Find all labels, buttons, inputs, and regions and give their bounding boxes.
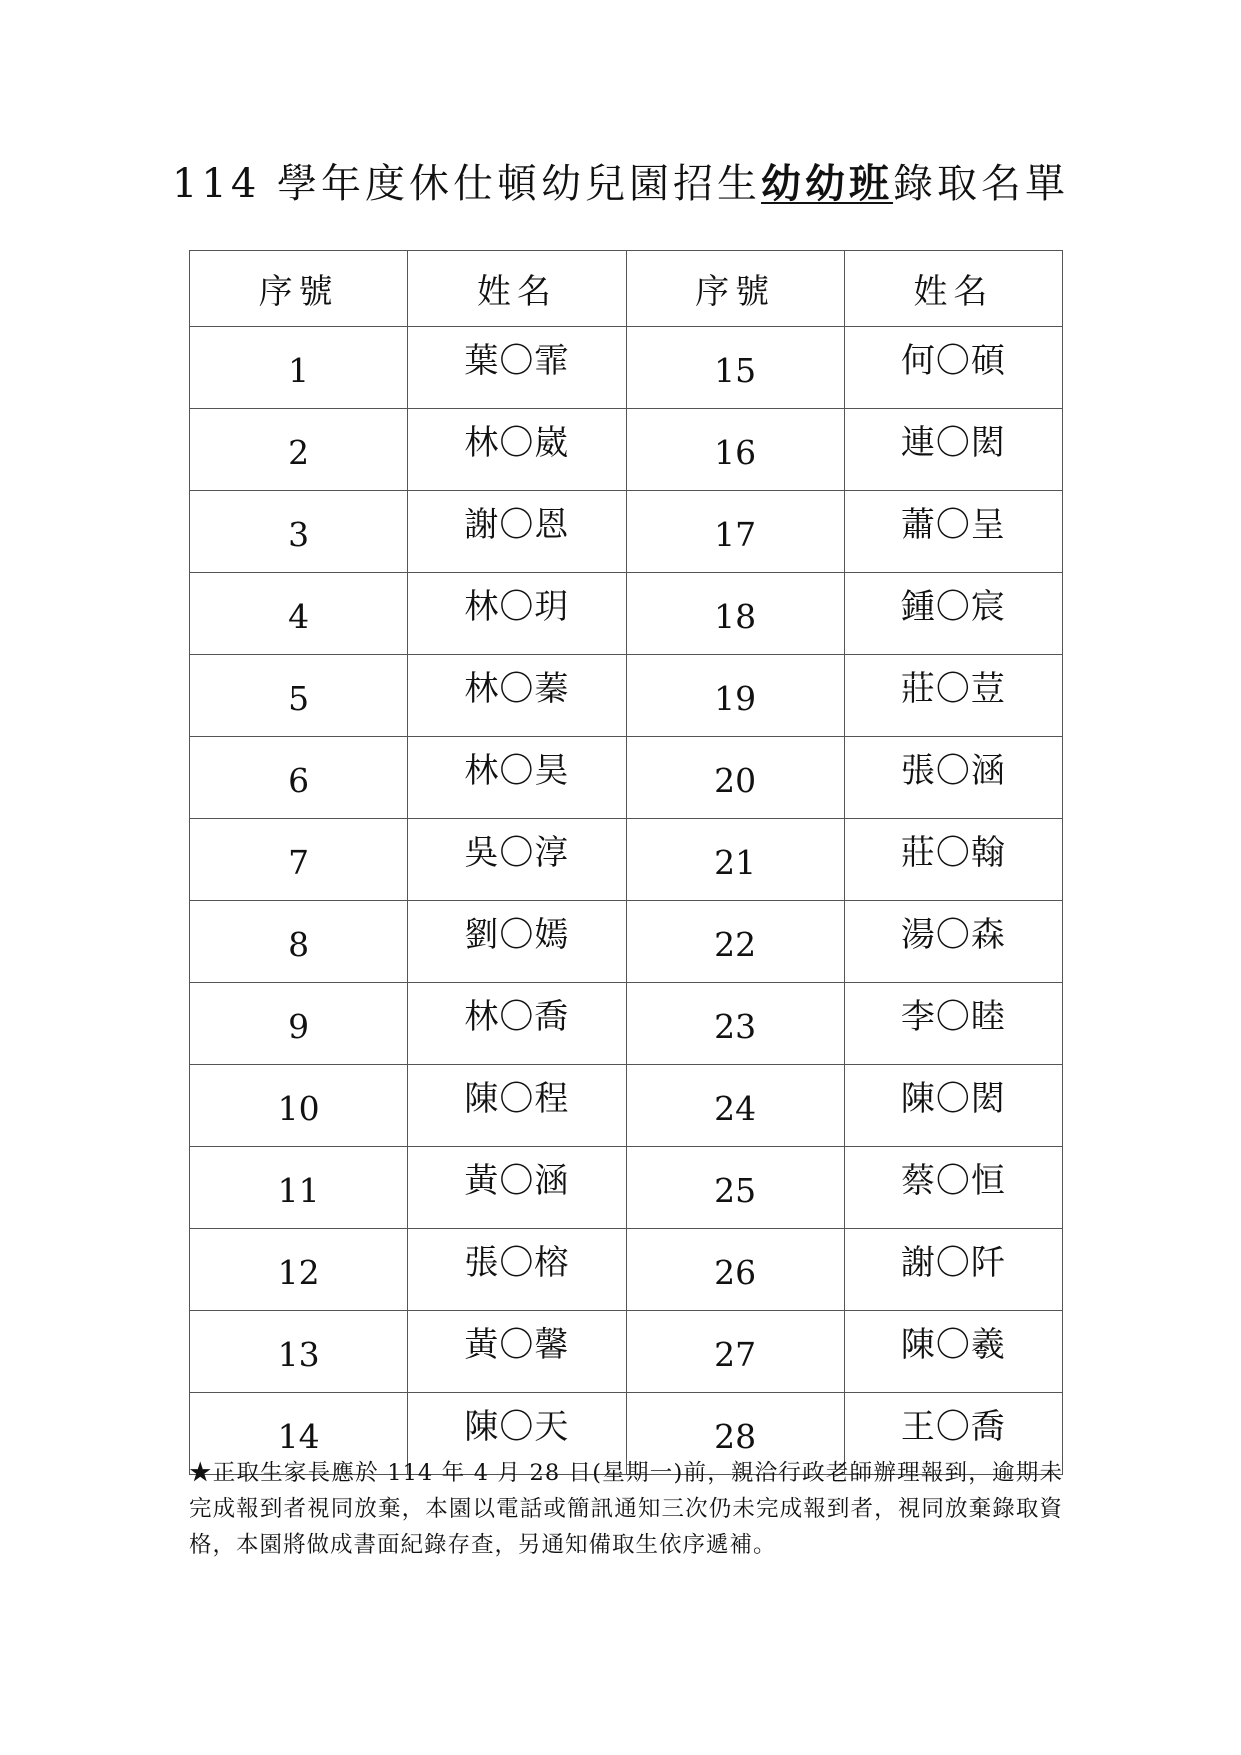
left-name-cell: 葉〇霏 [408,327,626,409]
header-left-number: 序號 [190,251,408,327]
left-number-cell: 4 [190,573,408,655]
right-number-cell: 26 [626,1229,844,1311]
left-number-cell: 2 [190,409,408,491]
header-right-number: 序號 [626,251,844,327]
admission-list-table [189,250,1063,1475]
right-number-cell: 22 [626,901,844,983]
right-number-cell: 17 [626,491,844,573]
left-number-cell: 11 [190,1147,408,1229]
right-number-cell: 19 [626,655,844,737]
left-name-cell: 林〇昊 [408,737,626,819]
left-number-cell: 10 [190,1065,408,1147]
table-row [190,409,1063,491]
table-row [190,1229,1063,1311]
right-name-cell: 蕭〇呈 [844,491,1062,573]
table-row [190,1147,1063,1229]
right-name-cell: 鍾〇宸 [844,573,1062,655]
title-prefix: 114 學年度休仕頓幼兒園招生 [171,161,762,207]
right-number-cell: 24 [626,1065,844,1147]
left-name-cell: 陳〇天 [408,1393,626,1475]
right-number-cell: 16 [626,409,844,491]
left-name-cell: 張〇榕 [408,1229,626,1311]
document-title [0,152,1241,209]
table-row [190,1311,1063,1393]
table-row [190,491,1063,573]
left-number-cell: 1 [190,327,408,409]
table-row [190,327,1063,409]
right-number-cell: 21 [626,819,844,901]
left-name-cell: 林〇崴 [408,409,626,491]
right-name-cell: 蔡〇恒 [844,1147,1062,1229]
right-number-cell: 20 [626,737,844,819]
left-name-cell: 劉〇嫣 [408,901,626,983]
left-number-cell: 12 [190,1229,408,1311]
right-number-cell: 28 [626,1393,844,1475]
table-body [190,327,1063,1475]
left-number-cell: 8 [190,901,408,983]
right-name-cell: 莊〇翰 [844,819,1062,901]
left-name-cell: 謝〇恩 [408,491,626,573]
right-number-cell: 15 [626,327,844,409]
left-number-cell: 5 [190,655,408,737]
left-number-cell: 7 [190,819,408,901]
table-row [190,1065,1063,1147]
header-right-name: 姓名 [844,251,1062,327]
left-name-cell: 陳〇程 [408,1065,626,1147]
right-name-cell: 王〇喬 [844,1393,1062,1475]
right-number-cell: 25 [626,1147,844,1229]
table-header-row [190,251,1063,327]
left-number-cell: 14 [190,1393,408,1475]
table-row [190,573,1063,655]
right-name-cell: 湯〇森 [844,901,1062,983]
table-row [190,737,1063,819]
left-number-cell: 9 [190,983,408,1065]
title-class-name: 幼幼班 [761,160,894,207]
right-name-cell: 何〇碩 [844,327,1062,409]
header-left-name: 姓名 [408,251,626,327]
table-row [190,901,1063,983]
left-number-cell: 3 [190,491,408,573]
left-name-cell: 林〇玥 [408,573,626,655]
left-name-cell: 林〇蓁 [408,655,626,737]
left-number-cell: 13 [190,1311,408,1393]
right-name-cell: 謝〇阡 [844,1229,1062,1311]
left-name-cell: 黃〇涵 [408,1147,626,1229]
right-name-cell: 莊〇荳 [844,655,1062,737]
left-name-cell: 林〇喬 [408,983,626,1065]
right-name-cell: 連〇閎 [844,409,1062,491]
right-name-cell: 陳〇閎 [844,1065,1062,1147]
registration-notice: ★正取生家長應於 114 年 4 月 28 日(星期一)前，親洽行政老師辦理報到，逾期未完成報到者視同放棄，本園以電話或簡訊通知三次仍未完成報到者，視同放棄錄取資格，本園將做成書面紀錄存查，另通知備取生依序遞補。 [189,1460,1063,1558]
right-name-cell: 李〇睦 [844,983,1062,1065]
left-name-cell: 吳〇淳 [408,819,626,901]
table-row [190,655,1063,737]
right-number-cell: 18 [626,573,844,655]
left-number-cell: 6 [190,737,408,819]
right-number-cell: 23 [626,983,844,1065]
right-name-cell: 張〇涵 [844,737,1062,819]
table-row [190,819,1063,901]
title-suffix: 錄取名單 [893,161,1070,207]
left-name-cell: 黃〇馨 [408,1311,626,1393]
right-number-cell: 27 [626,1311,844,1393]
right-name-cell: 陳〇羲 [844,1311,1062,1393]
table-row [190,983,1063,1065]
